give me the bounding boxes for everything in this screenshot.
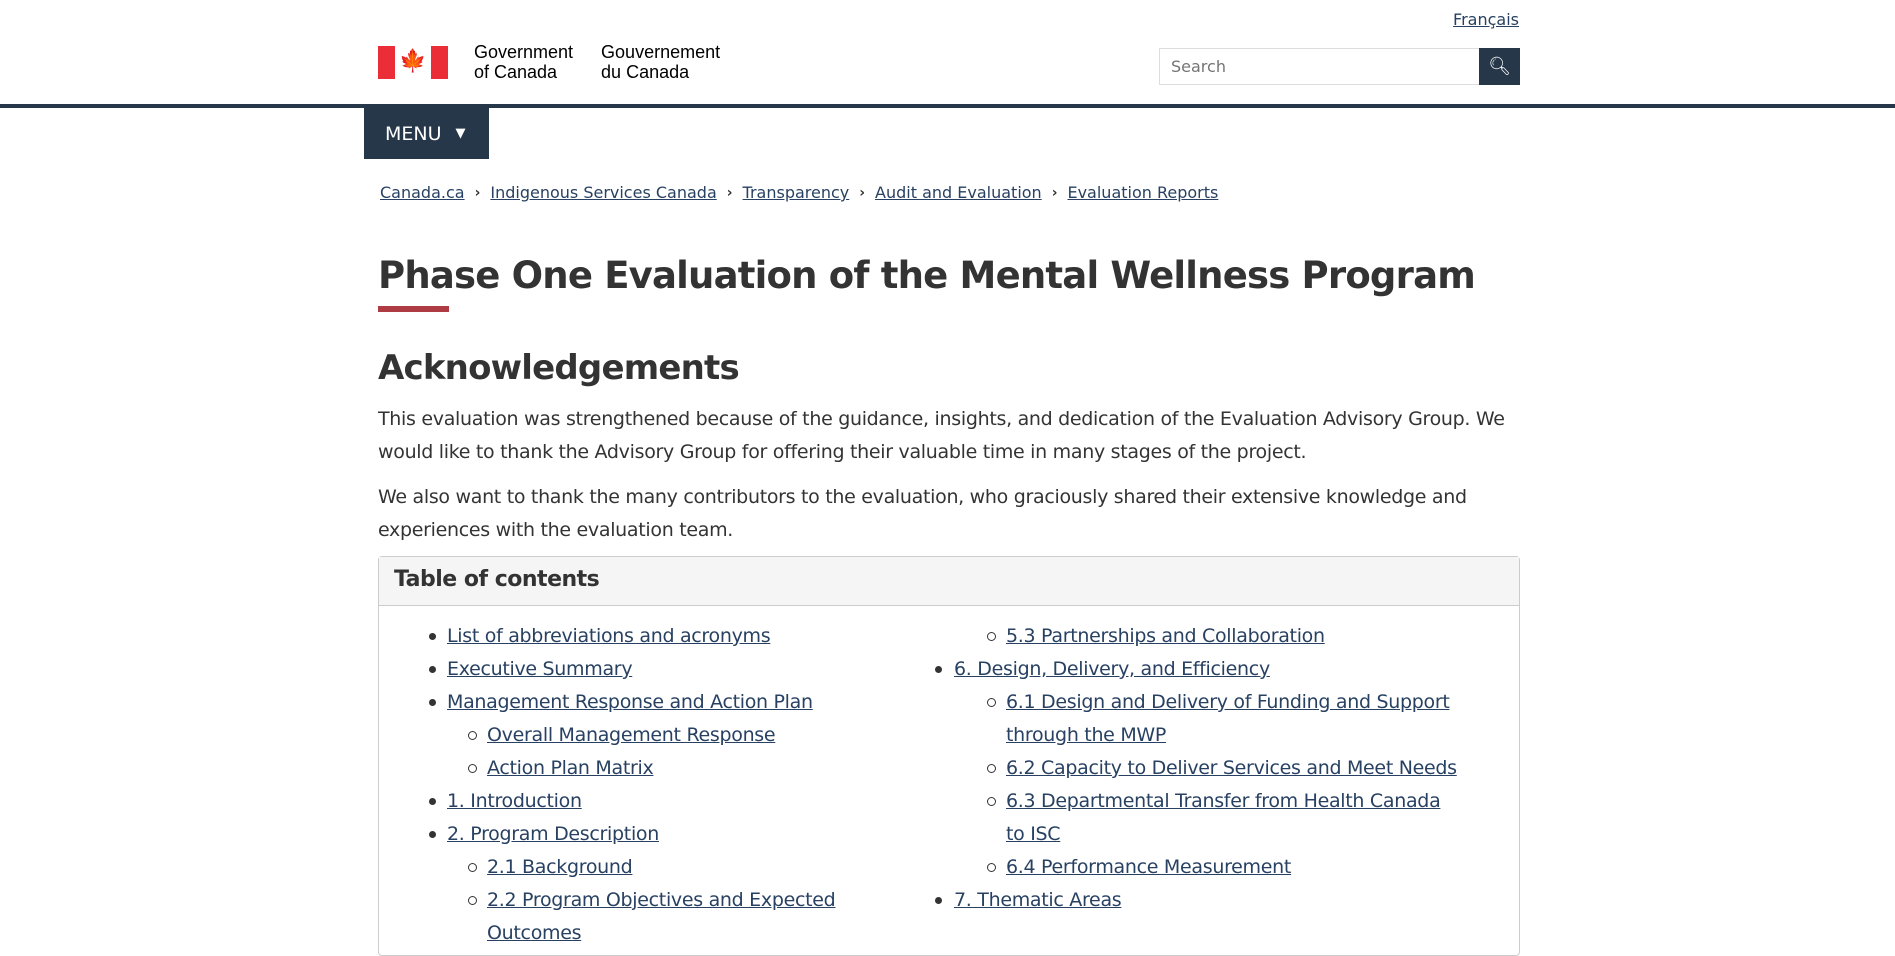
toc-link[interactable]: 2.1 Background: [487, 856, 633, 878]
acknowledgements-text: [378, 403, 1520, 559]
toc-link[interactable]: 2.2 Program Objectives and Expected Outcomes: [487, 889, 836, 944]
toc-item: [379, 785, 929, 818]
toc-item: [379, 818, 929, 851]
site-header: [0, 0, 1895, 108]
toc-item: [379, 752, 929, 785]
paragraph: We also want to thank the many contributors to the evaluation, who graciously shared their extensive knowledge and experiences with the evaluation team.: [378, 486, 1467, 541]
menu-button[interactable]: [364, 108, 489, 159]
toc-item: [379, 620, 929, 653]
search-button[interactable]: [1479, 48, 1520, 85]
menu-label: MENU: [385, 122, 442, 145]
toc-link[interactable]: 2. Program Description: [447, 823, 659, 845]
chevron-down-icon: ▼: [455, 126, 466, 141]
toc-link[interactable]: 6. Design, Delivery, and Efficiency: [954, 658, 1270, 680]
toc-item: [941, 851, 1461, 884]
toc-link[interactable]: Management Response and Action Plan: [447, 691, 813, 713]
search-form: [1159, 48, 1520, 85]
search-input[interactable]: [1159, 48, 1479, 85]
table-of-contents: [378, 556, 1520, 956]
breadcrumb-link[interactable]: Indigenous Services Canada: [490, 183, 717, 202]
toc-link[interactable]: List of abbreviations and acronyms: [447, 625, 771, 647]
toc-link[interactable]: Executive Summary: [447, 658, 633, 680]
wordmark-fr: Gouvernement du Canada: [601, 42, 721, 82]
breadcrumb-link[interactable]: Transparency: [742, 183, 850, 202]
toc-item: [379, 851, 929, 884]
toc-link[interactable]: 6.4 Performance Measurement: [1006, 856, 1292, 878]
toc-link[interactable]: Overall Management Response: [487, 724, 776, 746]
toc-item: [379, 686, 929, 719]
toc-item: [941, 653, 1461, 686]
toc-link[interactable]: 6.1 Design and Delivery of Funding and Support through the MWP: [1006, 691, 1450, 746]
breadcrumb-link[interactable]: Canada.ca: [380, 183, 465, 202]
language-toggle-link[interactable]: Français: [1453, 10, 1519, 29]
breadcrumb-link[interactable]: Audit and Evaluation: [875, 183, 1042, 202]
toc-item: [941, 884, 1461, 917]
toc-link[interactable]: Action Plan Matrix: [487, 757, 654, 779]
canada-flag-icon: 🍁: [378, 46, 448, 79]
government-of-canada-logo[interactable]: [378, 42, 720, 82]
breadcrumb-link[interactable]: Evaluation Reports: [1067, 183, 1219, 202]
toc-heading: Table of contents: [379, 557, 1519, 606]
chevron-right-icon: ›: [726, 184, 733, 201]
wordmark-en: Government of Canada: [474, 42, 574, 82]
toc-item: [941, 785, 1461, 851]
toc-link[interactable]: 6.2 Capacity to Deliver Services and Meet Needs: [1006, 757, 1457, 779]
toc-item: [941, 620, 1461, 653]
chevron-right-icon: ›: [1051, 184, 1058, 201]
toc-item: [379, 884, 929, 950]
toc-item: [379, 719, 929, 752]
chevron-right-icon: ›: [474, 184, 481, 201]
toc-right-column: [941, 620, 1461, 950]
toc-item: [379, 653, 929, 686]
toc-link[interactable]: 6.3 Departmental Transfer from Health Canada to ISC: [1006, 790, 1441, 845]
search-icon: 🔍︎: [1488, 56, 1511, 76]
page-title: Phase One Evaluation of the Mental Wellness Program: [378, 254, 1475, 297]
chevron-right-icon: ›: [859, 184, 866, 201]
toc-left-column: [379, 620, 929, 950]
toc-link[interactable]: 5.3 Partnerships and Collaboration: [1006, 625, 1325, 647]
breadcrumb: [380, 183, 1218, 202]
toc-link[interactable]: 7. Thematic Areas: [954, 889, 1122, 911]
toc-item: [941, 752, 1461, 785]
title-underline: [378, 306, 449, 312]
toc-item: [941, 686, 1461, 752]
paragraph: This evaluation was strengthened because of the guidance, insights, and dedication of the Evaluation Advisory Group. We would like to thank the Advisory Group for offering their valuable time in many stages of the project.: [378, 408, 1505, 463]
section-heading: Acknowledgements: [378, 348, 739, 388]
toc-link[interactable]: 1. Introduction: [447, 790, 582, 812]
